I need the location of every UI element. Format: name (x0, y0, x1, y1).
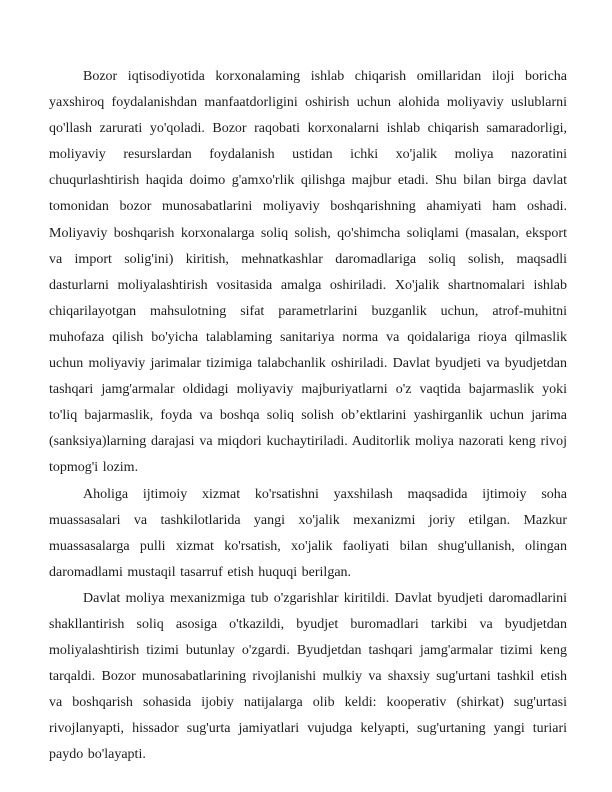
paragraph-2: Aholiga ijtimoiy xizmat ko'rsatishni yaxshilash maqsadida ijtimoiy soha muassasalari va tashkilotlarida yangi xo'jalik mexanizmi joriy etilgan. Mazkur muassasalarga pulli xizmat ko'rsatish, xo'jalik faoliyati bilan shug'ullanish, olingan daromadlami mustaqil tasarruf etish huquqi berilgan. (49, 486, 567, 580)
paragraph-3: Davlat moliya mexanizmiga tub o'zgarishlar kiritildi. Davlat byudjeti daromadlarini shakllantirish soliq asosiga o'tkazildi, byudjet buromadlari tarkibi va byudjetdan moliyalashtirish tizimi butunlay o'zgardi. Byudjetdan tashqari jamg'armalar tizimi keng tarqaldi. Bozor munosabatlarining rivojlanishi mulkiy va shaxsiy sug'urtani tashkil etish va boshqarish sohasida ijobiy natijalarga olib keldi: kooperativ (shirkat) sug'urtasi rivojlanyapti, hissador sug'urta jamiyatlari vujudga kelyapti, sug'urtaning yangi turiari paydo bo'layapti. (49, 590, 567, 763)
paragraph-1: Bozor iqtisodiyotida korxonalaming ishlab chiqarish omillaridan iloji boricha yaxshiroq foydalanishdan manfaatdorligini oshirish uchun alohida moliyaviy uslublarni qo'llash zarurati yo'qoladi. Bozor raqobati korxonalarni ishlab chiqarish samaradorligi, moliyaviy resurslardan foydalanish ustidan ichki xo'jalik moliya nazoratini chuqurlashtirish haqida doimo g'amxo'rlik qilishga majbur etadi. Shu bilan birga davlat tomonidan bozor munosabatlarini moliyaviy boshqarishning ahamiyati ham oshadi. Moliyaviy boshqarish korxonalarga soliq solish, qo'shimcha soliqlami (masalan, eksport va import solig'ini) kiritish, mehnatkashlar daromadlariga soliq solish, maqsadli dasturlarni moliyalashtirish vositasida amalga oshiriladi. Xo'jalik shartnomalari ishlab chiqarilayotgan mahsulotning sifat parametrlarini buzganlik uchun, atrof-muhitni muhofaza qilish bo'yicha talablaming sanitariya norma va qoidalariga rioya qilmaslik uchun moliyaviy jarimalar tizimiga talabchanlik oshiriladi. Davlat byudjeti va byudjetdan tashqari jamg'armalar oldidagi moliyaviy majburiyatlarni o'z vaqtida bajarmaslik yoki to'liq bajarmaslik, foyda va boshqa soliq solish ob’ektlarini yashirganlik uchun jarima (sanksiya)larning darajasi va miqdori kuchaytiriladi. Auditorlik moliya nazorati keng rivoj topmog'i lozim. (49, 69, 567, 476)
